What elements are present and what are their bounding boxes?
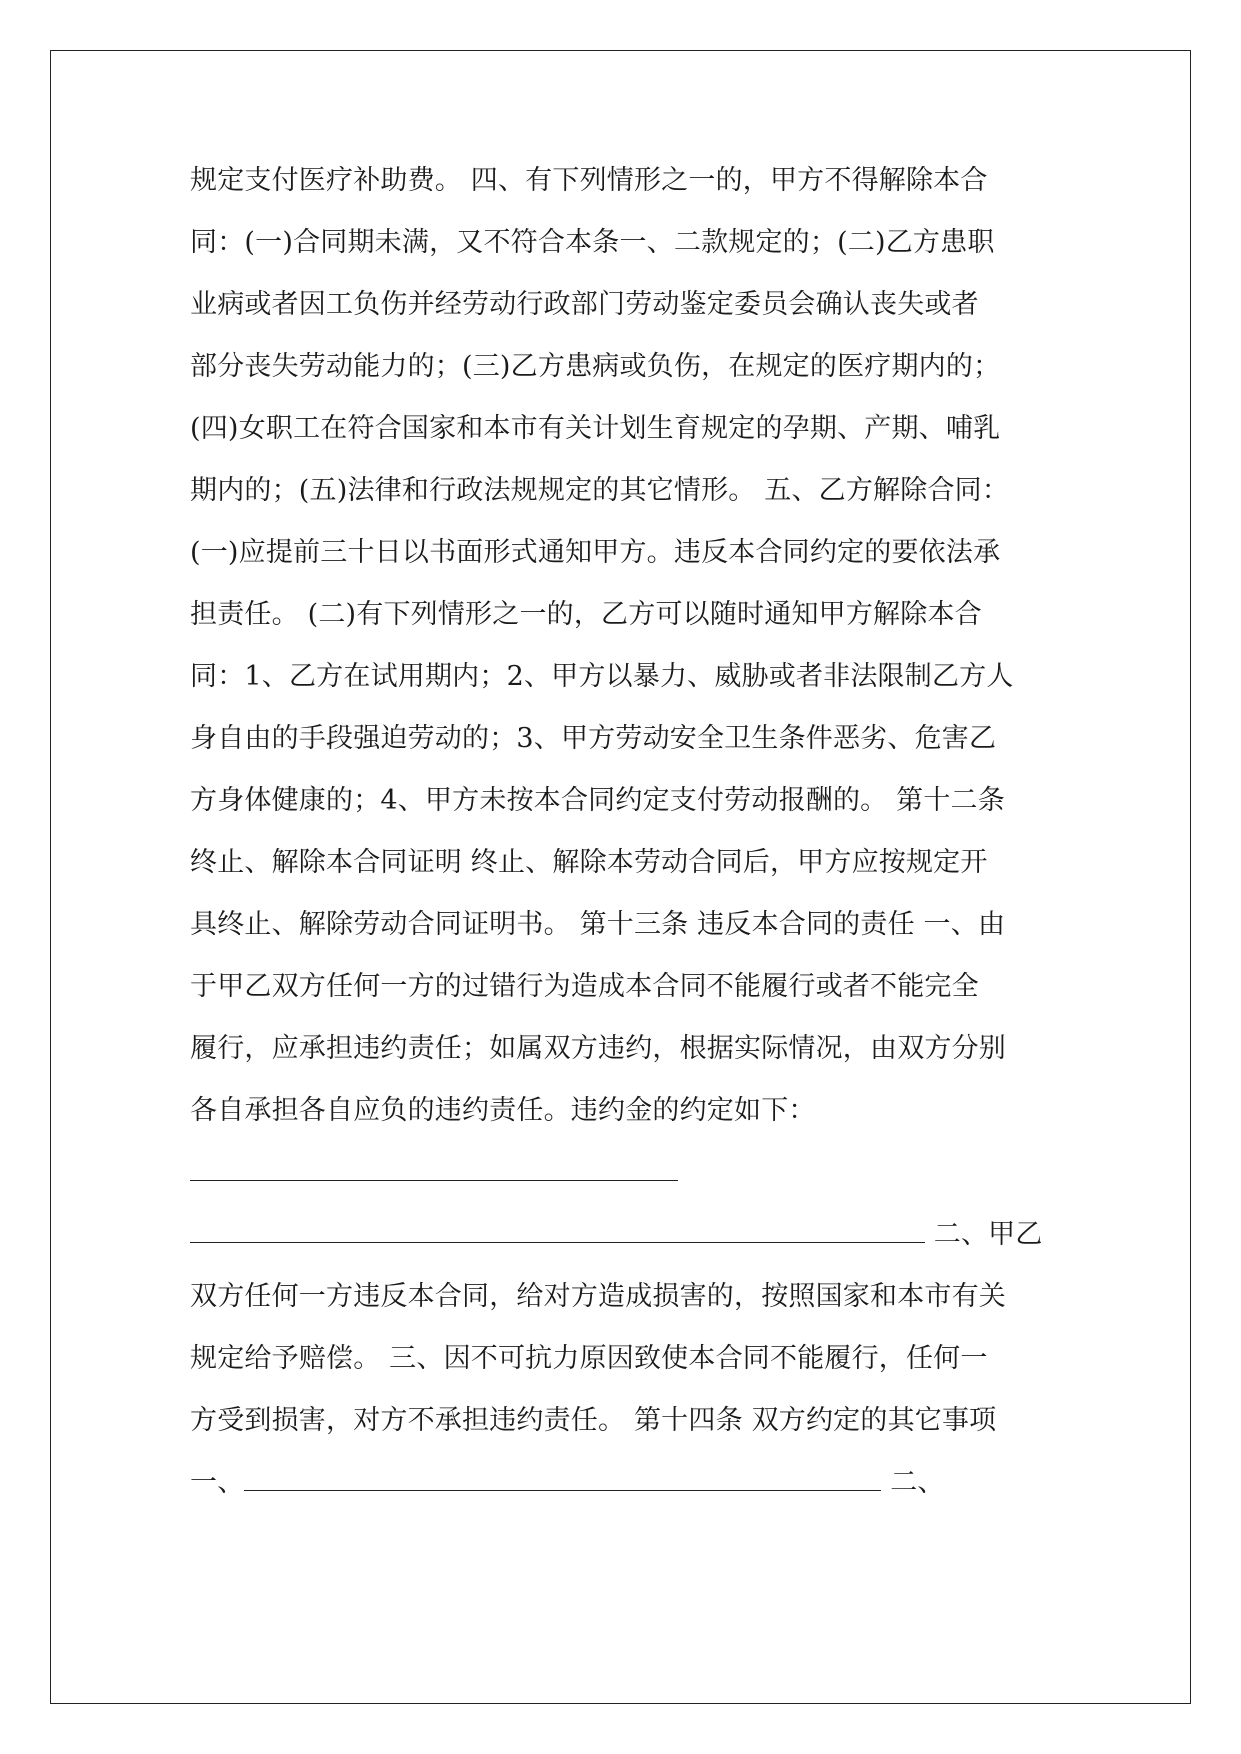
text-line-17: 双方任何一方违反本合同，给对方造成损害的，按照国家和本市有关 (190, 1281, 1006, 1312)
fill-in-blank[interactable] (190, 1218, 925, 1243)
fill-in-blank[interactable] (244, 1466, 881, 1491)
text-line-15: 履行，应承担违约责任；如属双方违约，根据实际情况，由双方分别 (190, 1033, 1006, 1064)
fill-in-blank-line-1 (190, 1155, 1060, 1191)
text-line-7: (一)应提前三十日以书面形式通知甲方。违反本合同约定的要依法承 (190, 537, 1001, 568)
text-line-14: 于甲乙双方任何一方的过错行为造成本合同不能履行或者不能完全 (190, 971, 979, 1002)
fill-in-blank[interactable] (190, 1156, 678, 1181)
fill-in-blank-line-2 (190, 1217, 1060, 1253)
text-line-18: 规定给予赔偿。 三、因不可抗力原因致使本合同不能履行，任何一 (190, 1343, 988, 1374)
blank-line-suffix: 二、甲乙 (925, 1219, 1043, 1250)
text-line-8: 担责任。 (二)有下列情形之一的，乙方可以随时通知甲方解除本合 (190, 599, 982, 630)
fill-in-blank-line-3 (190, 1465, 1060, 1501)
text-line-5: (四)女职工在符合国家和本市有关计划生育规定的孕期、产期、哺乳 (190, 413, 1001, 444)
text-line-1: 规定支付医疗补助费。 四、有下列情形之一的，甲方不得解除本合 (190, 165, 988, 196)
text-line-12: 终止、解除本合同证明 终止、解除本劳动合同后，甲方应按规定开 (190, 847, 988, 878)
text-line-9: 同：1、乙方在试用期内；2、甲方以暴力、威胁或者非法限制乙方人 (190, 661, 1014, 692)
blank-line-suffix: 二、 (881, 1467, 945, 1498)
text-line-10: 身自由的手段强迫劳动的；3、甲方劳动安全卫生条件恶劣、危害乙 (190, 723, 997, 754)
text-line-11: 方身体健康的；4、甲方未按本合同约定支付劳动报酬的。 第十二条 (190, 785, 1005, 816)
text-line-3: 业病或者因工负伤并经劳动行政部门劳动鉴定委员会确认丧失或者 (190, 289, 979, 320)
text-line-13: 具终止、解除劳动合同证明书。 第十三条 违反本合同的责任 一、由 (190, 909, 1006, 940)
blank-line-prefix: 一、 (190, 1467, 245, 1498)
text-line-16: 各自承担各自应负的违约责任。违约金的约定如下： (190, 1095, 816, 1126)
text-line-19: 方受到损害，对方不承担违约责任。 第十四条 双方约定的其它事项 (190, 1405, 997, 1436)
text-line-4: 部分丧失劳动能力的；(三)乙方患病或负伤，在规定的医疗期内的； (190, 351, 1001, 382)
text-line-2: 同：(一)合同期未满，又不符合本条一、二款规定的；(二)乙方患职 (190, 227, 995, 258)
text-line-6: 期内的；(五)法律和行政法规规定的其它情形。 五、乙方解除合同： (190, 475, 1010, 506)
